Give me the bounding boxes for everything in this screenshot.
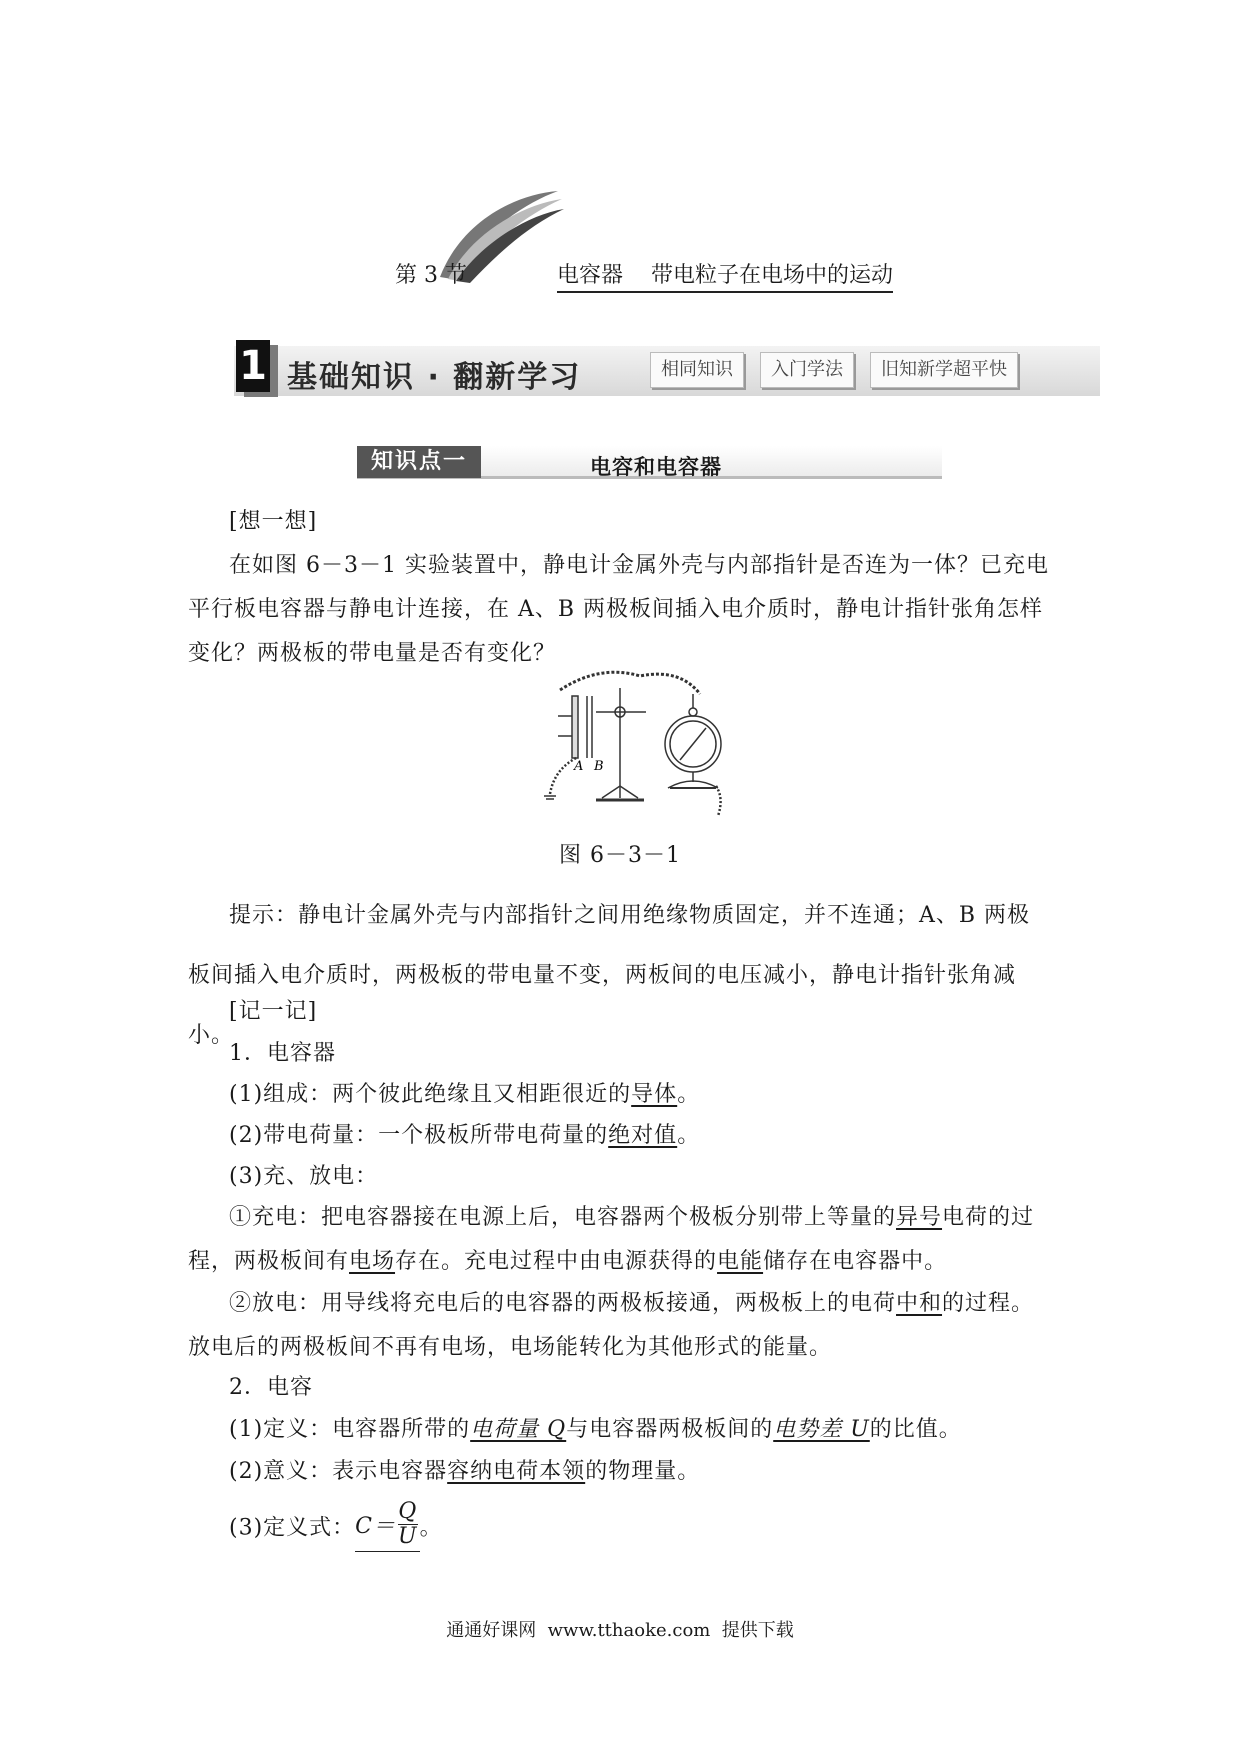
plate-label-b: B (594, 759, 604, 774)
charging-paragraph (188, 1196, 1050, 1284)
charge-amount-line (229, 1114, 700, 1158)
meaning-line (229, 1450, 700, 1494)
charging-answer-3: 电能 (717, 1249, 764, 1274)
section-number: 第 3 节 (395, 263, 467, 288)
discharging-text: 的过程。放电后的两极板间不再有电场，电场能转化为其他形式的能量。 (188, 1291, 1035, 1360)
punct: 。 (677, 1123, 701, 1148)
think-heading: [想一想] (229, 509, 318, 534)
definition-line (229, 1408, 962, 1452)
section-1-title: 1．电容器 (229, 1041, 336, 1066)
discharging-answer: 中和 (896, 1291, 943, 1316)
hint-text: 提示：静电计金属外壳与内部指针之间用绝缘物质固定，并不连通；A、B 两极板间插入电介质时，两极板的带电量不变，两板间的电压减小，静电计指针张角减小。 (188, 903, 1031, 1048)
formula-line (229, 1500, 443, 1552)
banner-number: 1 (236, 340, 270, 392)
charge-amount-text: (2)带电荷量：一个极板所带电荷量的 (229, 1123, 609, 1148)
charging-text: 电荷的过程，两极板间有 (188, 1205, 1035, 1274)
charge-discharge-title: (3)充、放电： (229, 1164, 379, 1189)
meaning-answer: 容纳电荷本领 (447, 1459, 586, 1484)
definition-text: 的比值。 (869, 1417, 962, 1442)
fraction-numerator: Q (398, 1499, 418, 1524)
charging-text: 储存在电容器中。 (763, 1249, 948, 1274)
banner-tag: 相同知识 (650, 352, 744, 388)
fraction-denominator: U (398, 1524, 418, 1549)
knowledge-point-title: 电容和电容器 (590, 455, 722, 479)
meaning-text: 的物理量。 (585, 1459, 701, 1484)
remember-heading: [记一记] (229, 999, 318, 1024)
banner-tag: 旧知新学超平快 (870, 352, 1018, 388)
banner-tag: 入门学法 (760, 352, 854, 388)
charging-answer-2: 电场 (349, 1249, 396, 1274)
composition-line (229, 1073, 700, 1117)
composition-answer: 导体 (631, 1082, 678, 1107)
composition-text: (1)组成：两个彼此绝缘且又相距很近的 (229, 1082, 632, 1107)
footer-text: 通通好课网 www.tthaoke.com 提供下载 (446, 1620, 794, 1641)
lesson-title: 电容器 带电粒子在电场中的运动 (557, 258, 893, 293)
charging-answer-1: 异号 (896, 1205, 943, 1230)
formula-fraction (398, 1500, 418, 1549)
think-question: 在如图 6－3－1 实验装置中，静电计金属外壳与内部指针是否连为一体？已充电平行板电容器与静电计连接，在 A、B 两极板间插入电介质时，静电计指针张角怎样变化？两极板的带电量是否有变化？ (188, 553, 1049, 666)
charging-text: ①充电：把电容器接在电源上后，电容器两个极板分别带上等量的 (229, 1205, 897, 1230)
definition-answer-1: 电荷量 Q (470, 1417, 567, 1442)
punct: 。 (677, 1082, 701, 1107)
banner-title: 基础知识 · 翻新学习 (287, 360, 582, 395)
meaning-text: (2)意义：表示电容器 (229, 1459, 448, 1484)
definition-text: (1)定义：电容器所带的 (229, 1417, 471, 1442)
knowledge-point-label: 知识点一 (357, 446, 481, 478)
discharging-paragraph (188, 1282, 1050, 1370)
formula-punct: 。 (419, 1515, 443, 1541)
definition-text: 与电容器两极板间的 (566, 1417, 774, 1442)
plate-label-a: A (574, 759, 584, 774)
charge-amount-answer: 绝对值 (608, 1123, 678, 1148)
formula-text: (3)定义式： (229, 1515, 356, 1541)
definition-answer-2: 电势差 U (773, 1417, 870, 1442)
discharging-text: ②放电：用导线将充电后的电容器的两极板接通，两极板上的电荷 (229, 1291, 897, 1316)
formula-answer (355, 1500, 419, 1552)
formula-lhs: C＝ (355, 1514, 397, 1539)
section-2-title: 2．电容 (229, 1375, 313, 1400)
electroscope-figure (540, 668, 740, 818)
charging-text: 存在。充电过程中由电源获得的 (395, 1249, 718, 1274)
figure-caption: 图 6－3－1 (559, 843, 681, 868)
